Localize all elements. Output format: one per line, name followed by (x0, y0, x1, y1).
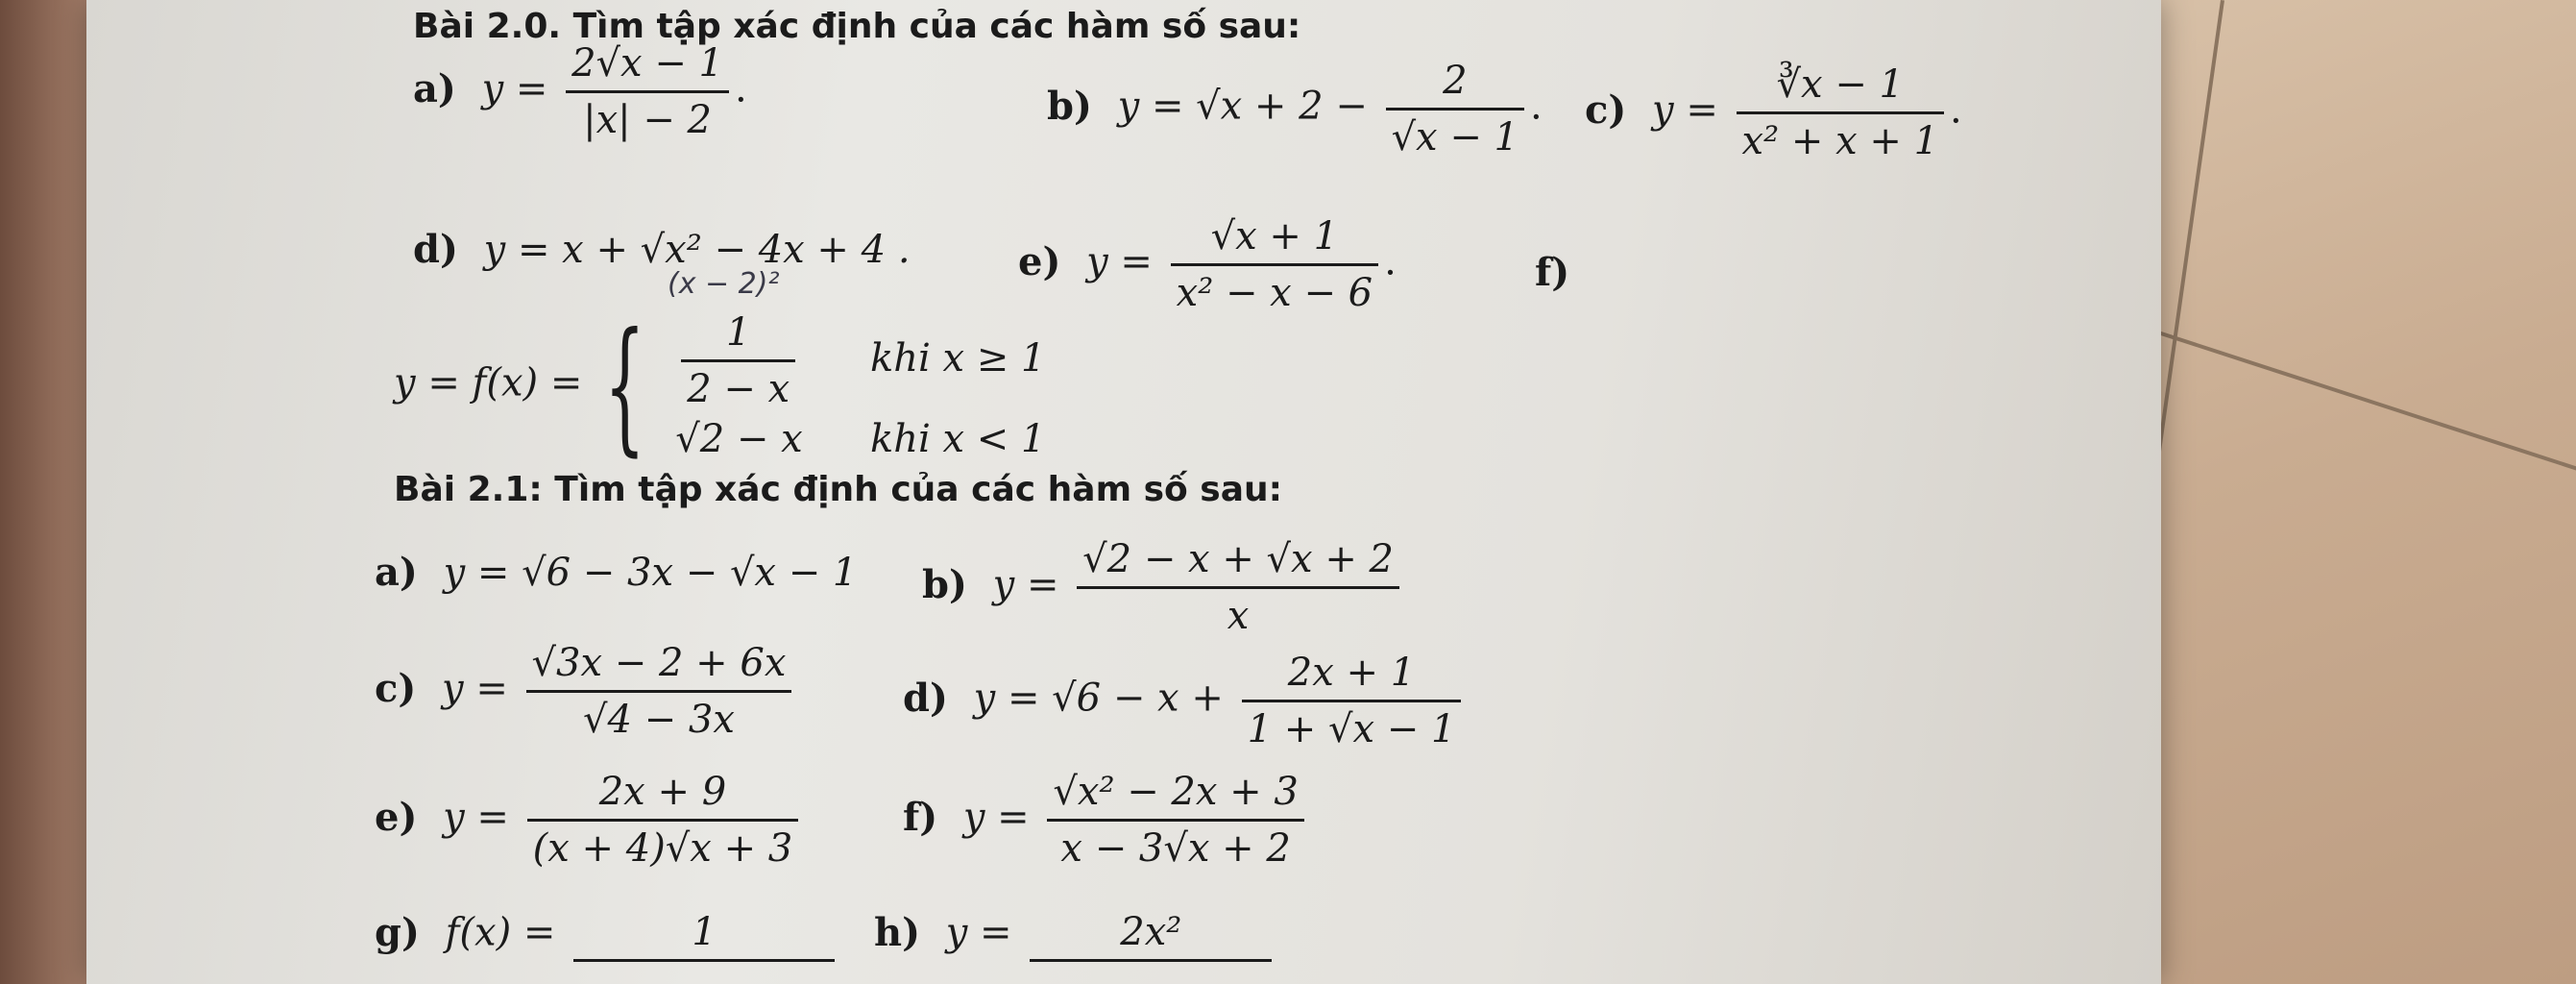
punctuation: . (1950, 87, 1962, 133)
fraction (681, 309, 795, 412)
piecewise-case-2 (675, 416, 1045, 462)
worksheet (86, 0, 2161, 984)
item-label: c) (1585, 86, 1627, 133)
fraction (1077, 536, 1399, 639)
item-label: a) (413, 65, 456, 111)
item-label: h) (874, 909, 921, 955)
fraction (1047, 769, 1303, 872)
item-label: d) (903, 675, 948, 721)
denominator: x − 3√x + 2 (1060, 826, 1291, 871)
equation-lhs: y = (962, 795, 1030, 840)
denominator: 2 − x (687, 367, 790, 411)
punctuation: . (1530, 84, 1543, 129)
numerator: 1 (681, 309, 795, 362)
exercise-2-1-h (874, 909, 1277, 962)
item-label: f) (903, 794, 938, 840)
exercise-2-1-e (375, 769, 804, 872)
fraction (1386, 58, 1524, 160)
fraction (566, 40, 729, 143)
equation-lhs: y = (481, 66, 548, 111)
brace-icon: { (604, 302, 646, 470)
denominator: |x| − 2 (583, 98, 712, 142)
exercise-2-1-f (903, 769, 1310, 872)
exercise-2-1-b (922, 536, 1405, 639)
case-expression (675, 309, 829, 412)
item-label: d) (413, 227, 458, 272)
exercise-2-0-a (413, 40, 747, 143)
item-label: b) (1047, 83, 1092, 129)
exercise-2-1-a (375, 550, 857, 596)
case-expression: √2 − x (675, 417, 803, 461)
exercise-2-0-b (1047, 58, 1543, 160)
piecewise-lhs: y = f(x) = (394, 360, 583, 406)
denominator: (x + 4)√x + 3 (532, 826, 793, 871)
item-label: e) (375, 794, 418, 840)
numerator: 2x² (1030, 909, 1272, 962)
item-label: g) (375, 909, 420, 955)
denominator: x² + x + 1 (1741, 119, 1939, 163)
denominator: √x − 1 (1391, 115, 1519, 160)
numerator: √x + 1 (1171, 213, 1379, 266)
equation-lhs: y = (945, 910, 1012, 955)
exercise-2-0-e (1018, 213, 1397, 316)
equation-lhs: y = (443, 795, 509, 840)
fraction (1171, 213, 1379, 316)
denominator: x (1227, 594, 1250, 638)
exercise-2-1-title: Bài 2.1: Tìm tập xác định của các hàm số sau: (394, 470, 1283, 509)
numerator: 2√x − 1 (566, 40, 729, 93)
denominator: √4 − 3x (583, 698, 735, 742)
equation: y = √6 − 3x − √x − 1 (443, 551, 858, 595)
numerator: √2 − x + √x + 2 (1077, 536, 1399, 589)
exercise-2-0-title: Bài 2.0. Tìm tập xác định của các hàm số sau: (413, 7, 1301, 46)
fraction (1242, 650, 1462, 752)
equation-prefix: y = √6 − x + (973, 676, 1224, 721)
punctuation: . (1384, 239, 1397, 284)
item-label: c) (375, 665, 417, 711)
equation-prefix: y = √x + 2 − (1117, 84, 1368, 129)
piecewise-case-1 (675, 309, 1045, 412)
piecewise-cases (675, 306, 1045, 466)
numerator: √x² − 2x + 3 (1047, 769, 1303, 822)
numerator: 2x + 9 (527, 769, 799, 822)
handwritten-note: (x − 2)² (668, 267, 780, 301)
item-label: a) (375, 550, 418, 595)
equation-lhs: y = (442, 666, 508, 711)
equation-lhs: y = (1652, 87, 1718, 133)
equation-lhs: f(x) = (445, 910, 556, 955)
piecewise-function (394, 302, 1046, 470)
exercise-2-1-c (375, 640, 797, 743)
exercise-2-0-c (1585, 62, 1962, 164)
equation-lhs: y = (1086, 239, 1153, 284)
exercise-2-1-g (375, 909, 840, 962)
fraction (1737, 62, 1945, 164)
numerator: √3x − 2 + 6x (526, 640, 792, 693)
numerator: ∛x − 1 (1737, 62, 1945, 114)
fraction (526, 640, 792, 743)
exercise-2-0-f (1535, 250, 1583, 296)
fraction (527, 769, 799, 872)
equation: y = x + √x² − 4x + 4 . (483, 228, 911, 272)
exercise-2-0-d (413, 227, 911, 273)
punctuation: . (735, 66, 747, 111)
numerator: 1 (573, 909, 835, 962)
numerator: 2x + 1 (1242, 650, 1462, 702)
fraction (573, 909, 835, 962)
item-label: b) (922, 561, 967, 607)
item-label: e) (1018, 238, 1061, 284)
numerator: 2 (1386, 58, 1524, 111)
desk-crack (2134, 323, 2576, 480)
item-label: f) (1535, 250, 1570, 295)
exercise-2-1-d (903, 650, 1467, 752)
denominator: 1 + √x − 1 (1247, 707, 1456, 751)
equation-lhs: y = (992, 562, 1059, 607)
case-condition: khi x ≥ 1 (869, 335, 1046, 381)
fraction (1030, 909, 1272, 962)
case-condition: khi x < 1 (869, 417, 1046, 461)
denominator: x² − x − 6 (1176, 271, 1373, 315)
